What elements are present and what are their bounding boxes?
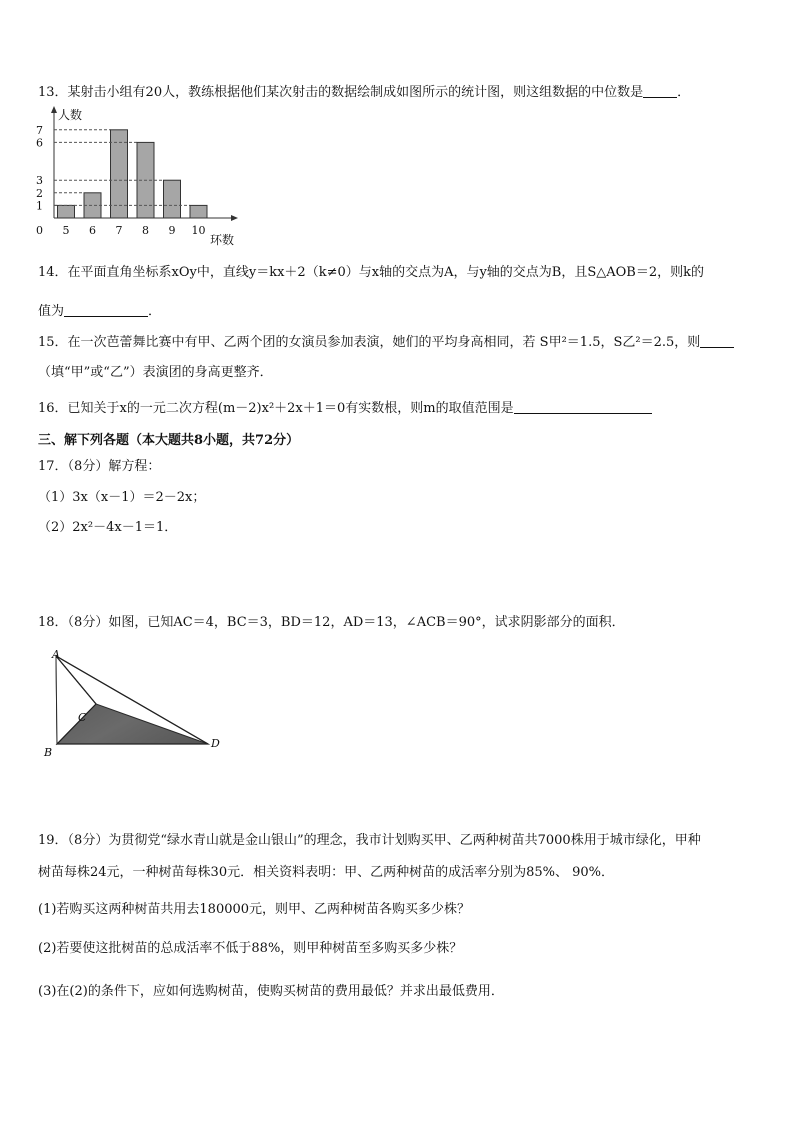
x-tick-label: 5 <box>62 224 70 237</box>
question-13-text: 13．某射击小组有20人，教练根据他们某次射击的数据绘制成如图所示的统计图，则这组数据的中位数是 <box>38 85 644 100</box>
question-16 <box>38 399 652 418</box>
y-tick-label: 7 <box>36 123 43 137</box>
bar-5 <box>58 205 75 218</box>
question-17-part2: （2）2x²－4x－1＝1． <box>38 520 178 535</box>
y-tick-label: 2 <box>36 186 43 200</box>
bar-9 <box>164 180 181 218</box>
question-15 <box>38 333 734 352</box>
question-19-line2: 树苗每株24元，一种树苗每株30元．相关资料表明：甲、乙两种树苗的成活率分别为85%、 90%． <box>38 865 615 880</box>
x-tick-label: 8 <box>142 224 149 237</box>
question-14-cont: 值为 ． <box>38 304 162 319</box>
question-13: 13．某射击小组有20人，教练根据他们某次射击的数据绘制成如图所示的统计图，则这组数据的中位数是 ． <box>38 85 691 100</box>
question-15-line1: 15．在一次芭蕾舞比赛中有甲、乙两个团的女演员参加表演，她们的平均身高相同，若 S甲²＝1.5，S乙²＝2.5，则 <box>38 335 701 350</box>
answer-blank <box>643 83 677 98</box>
question-14 <box>38 264 704 282</box>
y-tick-label: 3 <box>36 174 43 188</box>
question-19-part3: (3)在(2)的条件下，应如何选购树苗，使购买树苗的费用最低？并求出最低费用． <box>38 984 504 999</box>
shooting-bar-chart <box>32 104 244 250</box>
section-heading: 三、解下列各题（本大题共8小题，共72分） <box>38 433 300 448</box>
question-19-line1: 19．（8分）为贯彻党“绿水青山就是金山银山”的理念，我市计划购买甲、乙两种树苗共7000株用于城市绿化，甲种 <box>38 833 701 848</box>
shaded-quadrilateral-figure <box>38 642 238 762</box>
question-19-part1: (1)若购买这两种树苗共用去180000元，则甲、乙两种树苗各购买多少株？ <box>38 902 471 917</box>
x-tick-label: 7 <box>115 224 123 237</box>
x-tick-label: 9 <box>168 224 176 237</box>
answer-blank <box>64 302 148 317</box>
point-label-b: B <box>44 746 53 759</box>
bar-7 <box>111 130 128 218</box>
y-tick-label: 6 <box>36 136 43 150</box>
question-14-line1: 14．在平面直角坐标系xOy中，直线y＝kx＋2（k≠0）与x轴的交点为A，与y轴的交点为B，且S△AOB＝2，则k的 <box>38 265 705 280</box>
x-axis-arrow <box>231 215 238 221</box>
y-tick-label: 0 <box>36 224 43 237</box>
question-15-line2: （填“甲”或“乙”）表演团的身高更整齐． <box>38 365 273 380</box>
point-label-c: C <box>78 711 87 724</box>
question-15-cont <box>38 364 273 382</box>
question-17-part1: （1）3x（x－1）＝2－2x； <box>38 490 206 505</box>
x-axis-label: 环数 <box>210 233 235 247</box>
bar-10 <box>190 205 207 218</box>
question-19-part2: (2)若要使这批树苗的总成活率不低于88%，则甲种树苗至多购买多少株？ <box>38 941 463 956</box>
y-axis-arrow <box>51 106 57 113</box>
question-14-line2: 值为 <box>38 304 65 319</box>
y-tick-label: 1 <box>36 199 43 213</box>
point-label-d: D <box>211 737 220 750</box>
answer-blank <box>700 333 734 348</box>
question-16-text: 16．已知关于x的一元二次方程(m－2)x²＋2x＋1＝0有实数根，则m的取值范围是 <box>38 401 514 416</box>
y-axis-label: 人数 <box>58 108 83 122</box>
answer-blank <box>514 399 652 414</box>
question-17-title: 17．（8分）解方程： <box>38 459 161 474</box>
question-18: 18．（8分）如图，已知AC＝4，BC＝3，BD＝12，AD＝13，∠ACB＝90°，试求阴影部分的面积． <box>38 615 625 630</box>
x-tick-label: 6 <box>89 224 96 237</box>
point-label-a: A <box>52 648 60 661</box>
x-tick-label: 10 <box>191 224 206 237</box>
